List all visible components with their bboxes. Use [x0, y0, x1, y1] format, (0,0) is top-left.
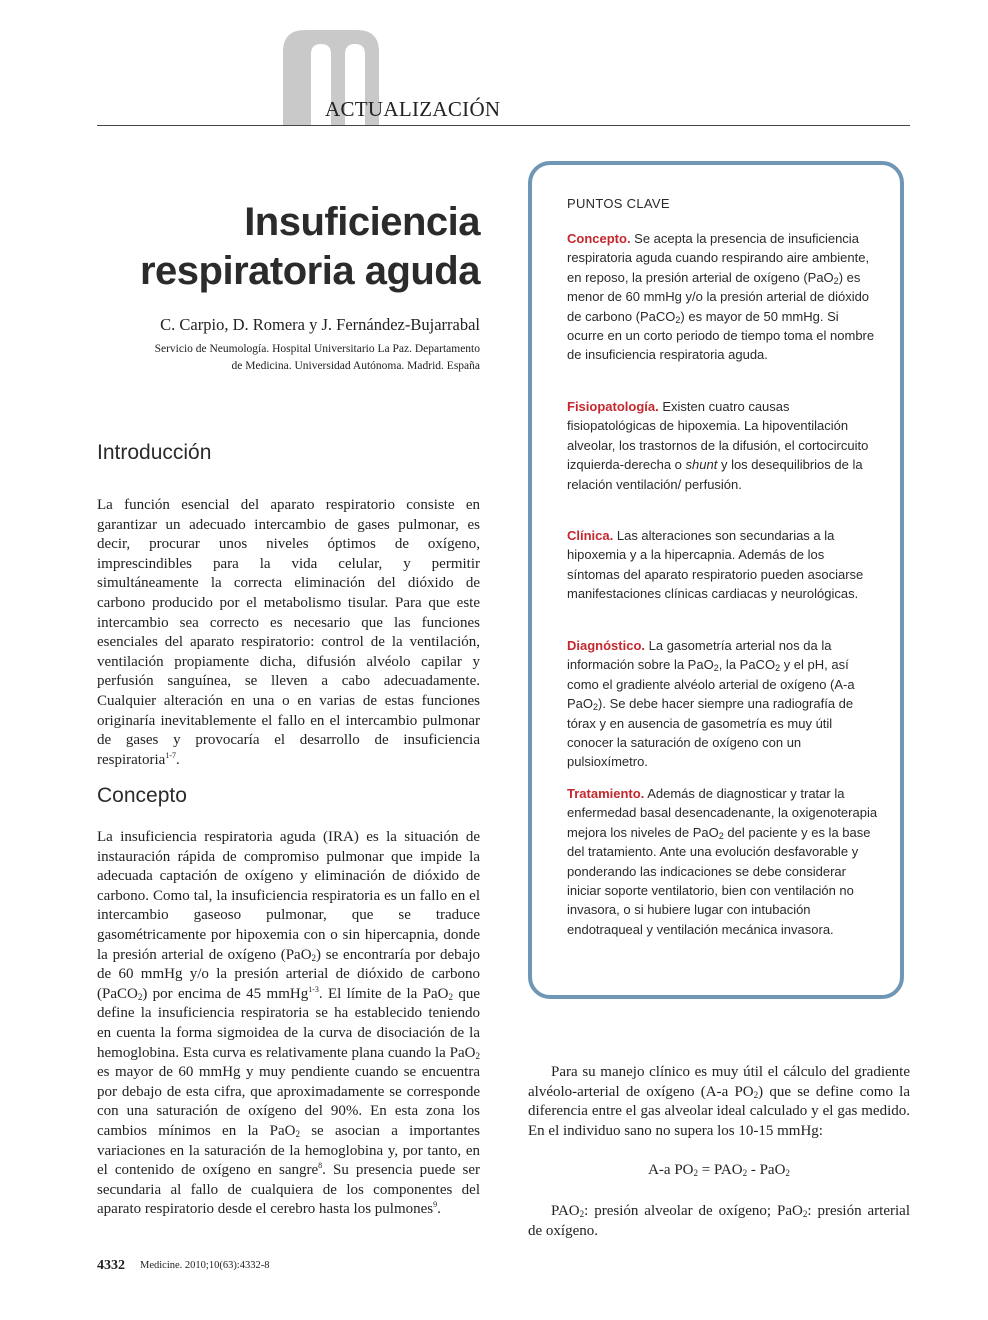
heading-introduccion: Introducción: [97, 441, 212, 464]
key-point-clinica: Clínica. Las alteraciones son secundarias a la hipoxemia y a la hipercapnia. Además de los síntomas del aparato respiratorio pueden asociarse manifestaciones clínicas cardiacas y neurológicas.: [567, 528, 864, 602]
ref-superscript: 1-7: [165, 750, 176, 760]
key-point-tratamiento: Tratamiento. Además de diagnosticar y tratar la enfermedad basal desencadenante, la oxigenoterapia mejora los niveles de PaO$_2$ del paciente y es la base del tratamiento. Ante una evolución desfavorable y ponderando las indicaciones se debe considerar iniciar soporte ventilatorio, bien con ventilación no invasora, o si hubiere lugar con intubación endotraqueal y ventilación mecánica invasora.: [567, 786, 878, 937]
key-point-fisiopatologia: Fisiopatología. Existen cuatro causas fisiopatológicas de hipoxemia. La hipoventilación alveolar, los trastornos de la difusión, el cortocircuito izquierda-derecha o shunt y los desequilibrios de la relación ventilación/ perfusión.: [567, 399, 869, 492]
affiliation: [40, 341, 480, 375]
ref-superscript: 8: [318, 1161, 323, 1171]
key-point-diagnostico: Diagnóstico. La gasometría arterial nos da la información sobre la PaO$_2$, la PaCO$_2$ y el pH, así como el gradiente alvéolo arterial de oxígeno (A-a PaO$_2$). Se debe hacer siempre una radiografía de tórax y en ausencia de gasometría es muy útil conocer la saturación de oxígeno con un pulsioxímetro.: [567, 638, 855, 770]
paragraph-definiciones: $PAO_2$: presión alveolar de oxígeno; PaO$_2$: presión arterial de oxígeno.: [528, 1203, 910, 1239]
formula-gradiente: A-a $PO_2 = PAO_2 - PaO_2$: [648, 1162, 790, 1178]
key-point-label: Diagnóstico.: [567, 638, 646, 653]
article-title: [60, 198, 480, 296]
paragraph-concepto: La insuficiencia respiratoria aguda (IRA) es la situación de instauración rápida de compromiso pulmonar que impide la adecuada captación de oxígeno y eliminación de dióxido de carbono. Como tal, la insuficiencia respiratoria es un fallo en el intercambio gaseoso pulmonar, que se traduce gasométricamente por hipoxemia con o sin hipercapnia, donde la presión arterial de oxígeno (PaO$_2$) se encontraría por debajo de 60 mmHg y/o la presión arterial de dióxido de carbono (PaCO$_2$) por encima de 45 mmHg$^{1-3}$. El límite de la PaO$_2$ que define la insuficiencia respiratoria se ha establecido teniendo en cuenta la forma sigmoidea de la curva de disociación de la hemoglobina. Esta curva es relativamente plana cuando la PaO$_2$ es mayor de 60 mmHg y muy pendiente cuando se encuentra por debajo de esta cifra, que aproximadamente se corresponde con una saturación de oxígeno del 90%. En esta zona los cambios mínimos en la PaO$_2$ se asocian a importantes variaciones en la saturación de la hemoglobina y, por tanto, en el contenido de oxígeno en sangre$^8$. Su presencia puede ser secundaria al fallo de cualquiera de los componentes del aparato respiratorio desde el cerebro hasta los pulmones$^9$.: [97, 829, 481, 1218]
key-points-title: PUNTOS CLAVE: [567, 196, 670, 211]
intro-text: La función esencial del aparato respiratorio consiste en garantizar un adecuado intercambio de gases pulmonar, es decir, procurar unos niveles óptimos de oxígeno, imprescindibles para la vida celular, y permitir simultáneamente la correcta eliminación del dióxido de carbono producido por el metabolismo tisular. Para que este intercambio sea correcto es necesario que las funciones esenciales del aparato respiratorio: control de la ventilación, ventilación propiamente dicha, difusión alvéolo capilar y perfusión sanguínea, se lleven a cabo adecuadamente. Cualquier alteración en una o en varias de estas funciones originaría inevitablemente el fallo en el intercambio pulmonar de gases y provocaría el desarrollo de insuficiencia respiratoria: [97, 497, 480, 768]
key-point-label: Fisiopatología.: [567, 399, 659, 414]
authors: C. Carpio, D. Romera y J. Fernández-Bujarrabal: [160, 315, 480, 334]
section-label: ACTUALIZACIÓN: [325, 97, 501, 121]
paragraph-gradiente: Para su manejo clínico es muy útil el cálculo del gradiente alvéolo-arterial de oxígeno (A-a $PO_2$) que se define como la diferencia entre el gas alveolar ideal calculado y el gas medido. En el individuo sano no supera los 10-15 mmHg:: [528, 1064, 910, 1139]
page-number: 4332: [97, 1258, 125, 1273]
key-point-concepto: Concepto. Se acepta la presencia de insuficiencia respiratoria aguda cuando respirando aire ambiente, en reposo, la presión arterial de oxígeno (PaO$_2$) es menor de 60 mmHg y/o la presión arterial de dióxido de carbono (PaCO$_2$) es mayor de 50 mmHg. Si ocurre en un corto periodo de tiempo toma el nombre de insuficiencia respiratoria aguda.: [567, 231, 875, 363]
journal-citation: Medicine. 2010;10(63):4332-8: [140, 1260, 270, 1271]
ref-superscript: 1-3: [308, 984, 319, 994]
intro-end: .: [175, 751, 180, 768]
key-point-label: Tratamiento.: [567, 786, 645, 801]
header-rule: [97, 125, 910, 126]
key-point-label: Clínica.: [567, 528, 614, 543]
heading-concepto: Concepto: [97, 784, 187, 807]
ref-superscript: 9: [433, 1200, 438, 1210]
title-line-1: Insuficiencia: [244, 200, 480, 244]
paragraph-introduccion: [97, 496, 480, 770]
affiliation-line-2: de Medicina. Universidad Autónoma. Madrid. España: [231, 360, 480, 372]
affiliation-line-1: Servicio de Neumología. Hospital Universitario La Paz. Departamento: [154, 343, 480, 355]
title-line-2: respiratoria aguda: [139, 249, 480, 293]
key-point-label: Concepto.: [567, 231, 631, 246]
